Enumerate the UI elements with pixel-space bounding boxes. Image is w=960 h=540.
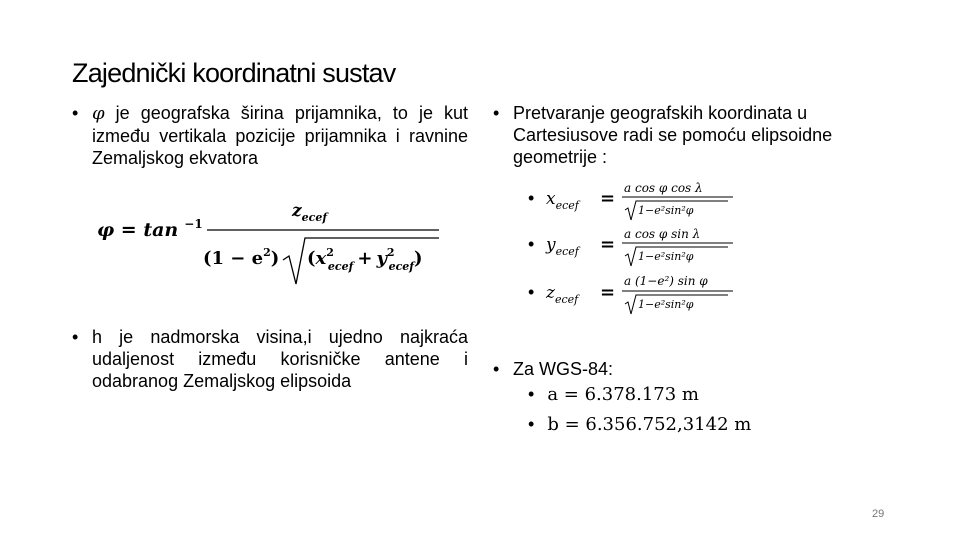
- svg-text:xecef: [546, 189, 581, 212]
- z-ecef-formula: [528, 270, 748, 325]
- root-y: y: [376, 248, 387, 269]
- formula-lhs: φ = tan: [97, 219, 179, 241]
- phi-definition-text: je geografska širina prijamnika, to je kut između vertikala pozicije prijamnika i ravnine Zemaljskog ekvatora: [92, 103, 468, 168]
- root-y-sub: ecef: [388, 260, 415, 273]
- bullet: •: [528, 414, 535, 434]
- z-sub: ecef: [554, 293, 579, 306]
- bullet: •: [528, 188, 535, 208]
- svg-text:=: =: [600, 188, 616, 209]
- x-sub: ecef: [555, 199, 579, 212]
- svg-text:(x2ecef+y2ecef): [307, 246, 423, 273]
- svg-text:=: =: [600, 282, 616, 303]
- slide-title: Zajednički koordinatni sustav: [72, 58, 396, 88]
- root-x: x: [315, 248, 327, 269]
- y-lhs: y: [546, 235, 556, 255]
- svg-text:=: =: [600, 234, 616, 255]
- left-column: [72, 102, 468, 169]
- bullet: •: [72, 103, 79, 123]
- formula-numerator: z: [292, 201, 302, 221]
- den-prefix: (1 − e: [203, 248, 264, 269]
- conversion-intro: [493, 102, 893, 168]
- root-plus: +: [357, 248, 373, 269]
- root-close: ): [414, 248, 423, 269]
- y-denominator: 1−e²sin²φ: [638, 250, 694, 263]
- bullet: •: [528, 384, 535, 404]
- latitude-formula-svg: [97, 198, 457, 293]
- x-numerator: a cos φ cos λ: [624, 181, 703, 195]
- wgs84-section: [493, 358, 893, 380]
- wgs84-heading: [493, 358, 893, 380]
- root-open: (: [307, 248, 316, 269]
- wgs84-a: [528, 384, 699, 405]
- root-y-exp: 2: [386, 246, 395, 259]
- x-ecef-formula: [528, 178, 748, 229]
- svg-text:zecef: [291, 201, 329, 224]
- z-lhs: z: [546, 283, 555, 303]
- svg-text:zecef: [545, 283, 580, 306]
- h-definition: [72, 326, 468, 392]
- y-ecef-formula: [528, 224, 748, 275]
- left-column-lower: [72, 326, 468, 392]
- svg-text:yecef: [545, 235, 581, 258]
- x-denominator: 1−e²sin²φ: [638, 204, 694, 217]
- phi-definition: [72, 102, 468, 169]
- formula-num-sub: ecef: [301, 211, 328, 224]
- y-numerator: a cos φ sin λ: [624, 227, 701, 241]
- bullet: •: [528, 234, 535, 254]
- bullet: •: [493, 359, 500, 379]
- z-denominator: 1−e²sin²φ: [638, 298, 694, 311]
- wgs84-b: [528, 414, 751, 435]
- h-definition-text: h je nadmorska visina,i ujedno najkraća udaljenost između korisničke antene i odabranog Zemaljskog elipsoida: [92, 327, 468, 391]
- formula-sup: −1: [184, 217, 203, 231]
- page-number: 29: [872, 508, 885, 520]
- conversion-intro-text: Pretvaranje geografskih koordinata u Cartesiusove radi se pomoću elipsoidne geometrije :: [513, 103, 833, 167]
- svg-text:φ = tan −1: [97, 217, 203, 241]
- den-exp: 2: [263, 246, 271, 259]
- wgs84-a-value: a = 6.378.173 m: [547, 384, 699, 405]
- wgs84-heading-text: Za WGS-84:: [513, 359, 614, 379]
- root-x-sub: ecef: [327, 260, 354, 273]
- latitude-formula: [97, 198, 457, 298]
- y-sub: ecef: [555, 245, 579, 258]
- bullet: •: [528, 282, 535, 302]
- svg-text:(1 − e2): [203, 246, 279, 269]
- bullet: •: [493, 103, 500, 123]
- den-close: ): [270, 248, 280, 269]
- phi-symbol: φ: [92, 103, 105, 124]
- right-column: [493, 102, 893, 168]
- x-lhs: x: [546, 189, 556, 209]
- z-numerator: a (1−e²) sin φ: [624, 274, 708, 288]
- bullet: •: [72, 327, 79, 347]
- wgs84-b-value: b = 6.356.752,3142 m: [547, 414, 752, 435]
- root-x-exp: 2: [326, 246, 334, 259]
